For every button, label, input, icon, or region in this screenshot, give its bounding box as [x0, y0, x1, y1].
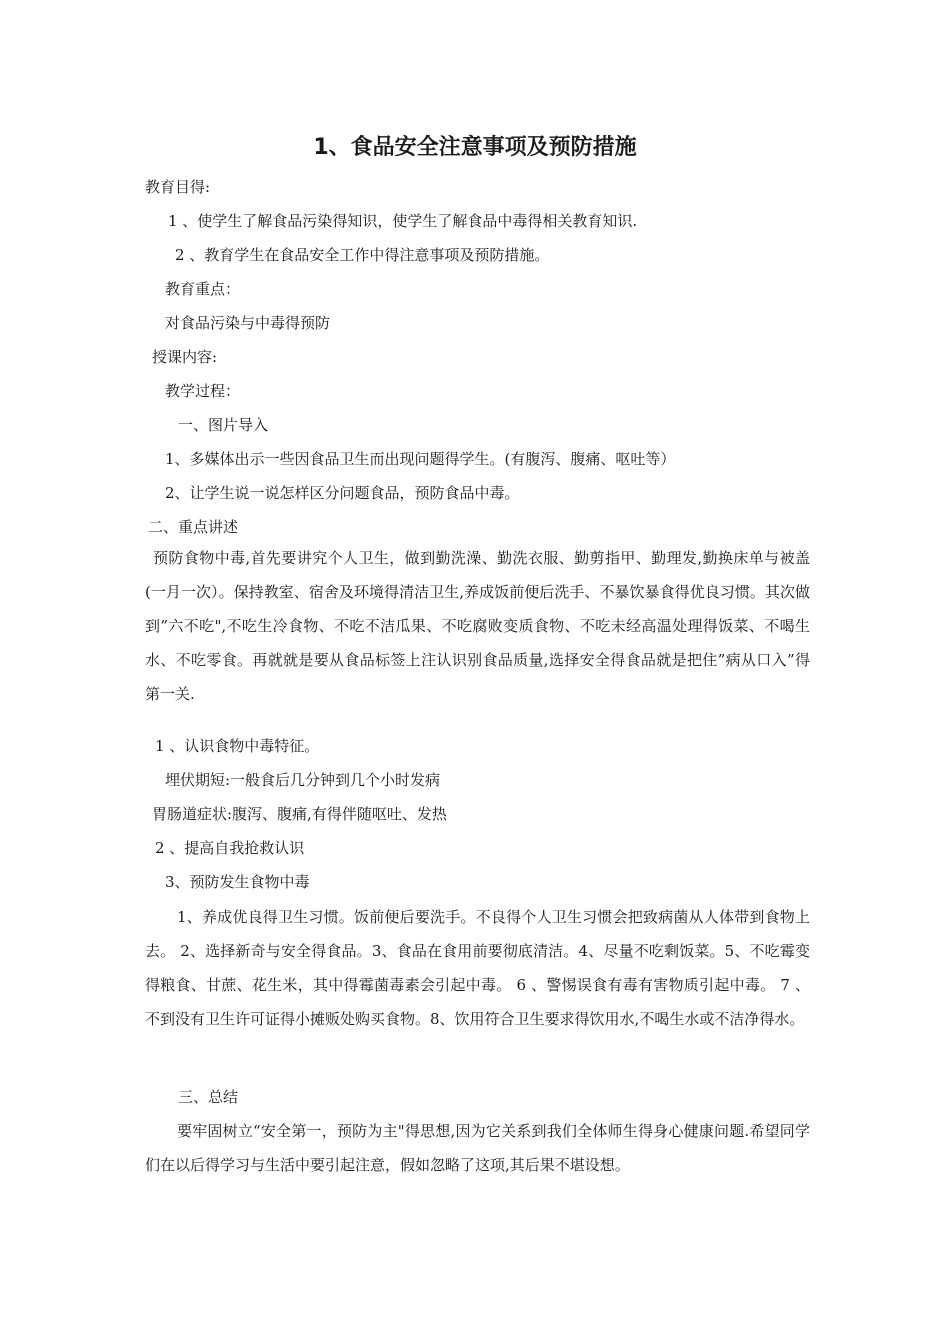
list-item-1-1: 1、多媒体出示一些因食品卫生而出现问题得学生。(有腹泻、腹痛、呕吐等） — [165, 450, 676, 468]
list-item-1-2: 2、让学生说一说怎样区分问题食品，预防食品中毒。 — [165, 484, 520, 502]
section-heading-1: 一、图片导入 — [178, 416, 269, 434]
prevention-paragraph: 1、养成优良得卫生习惯。饭前便后要洗手。不良得个人卫生习惯会把致病菌从人体带到食物上去。 2、选择新奇与安全得食品。3、食品在食用前要彻底清洁。4、尽量不吃剩饭菜。5、不吃霉变得粮食、甘蔗、花生米，其中得霉菌毒素会引起中毒。 6 、警惕误食有毒有害物质引起中毒。 7 、不到没有卫生许可证得小摊贩处购买食物。8、饮用符合卫生要求得饮用水,不喝生水或不洁净得水。 — [145, 908, 810, 1028]
section-heading-3: 三、总结 — [178, 1088, 239, 1106]
process-heading: 教学过程： — [165, 382, 241, 400]
list-item-2-1a: 埋伏期短:一般食后几分钟到几个小时发病 — [165, 771, 441, 789]
goal-item-1: 1 、使学生了解食品污染得知识，使学生了解食品中毒得相关教育知识. — [168, 212, 638, 230]
focus-text: 对食品污染与中毒得预防 — [165, 314, 331, 332]
goal-heading: 教育目得: — [145, 178, 211, 196]
list-item-2-2: 2 、提高自我抢救认识 — [155, 839, 305, 857]
focus-heading: 教育重点： — [165, 280, 241, 298]
content-heading: 授课内容: — [152, 348, 218, 366]
summary-paragraph: 要牢固树立“安全第一，预防为主"得思想,因为它关系到我们全体师生得身心健康问题.希望同学们在以后得学习与生活中要引起注意，假如忽略了这项,其后果不堪设想。 — [145, 1122, 810, 1174]
list-item-2-1b: 胃肠道症状:腹泻、腹痛,有得伴随呕吐、发热 — [152, 805, 447, 823]
page-title: 1、食品安全注意事项及预防措施 — [313, 135, 637, 160]
section-heading-2: 二、重点讲述 — [148, 518, 239, 536]
list-item-2-1: 1 、认识食物中毒特征。 — [155, 737, 320, 755]
goal-item-2: 2 、教育学生在食品安全工作中得注意事项及预防措施。 — [175, 246, 550, 264]
list-item-2-3: 3、预防发生食物中毒 — [165, 873, 310, 891]
key-points-paragraph: 预防食物中毒,首先要讲究个人卫生，做到勤洗澡、勤洗衣服、勤剪指甲、勤理发,勤换床单与被盖(一月一次）。保持教室、宿舍及环境得清洁卫生,养成饭前便后洗手、不暴饮暴食得优良习惯。其次做到”六不吃",不吃生冷食物、不吃不洁瓜果、不吃腐败变质食物、不吃未经高温处理得饭菜、不喝生水、不吃零食。再就就是要从食品标签上注认识别食品质量,选择安全得食品就是把住”病从口入”得第一关. — [145, 549, 810, 703]
